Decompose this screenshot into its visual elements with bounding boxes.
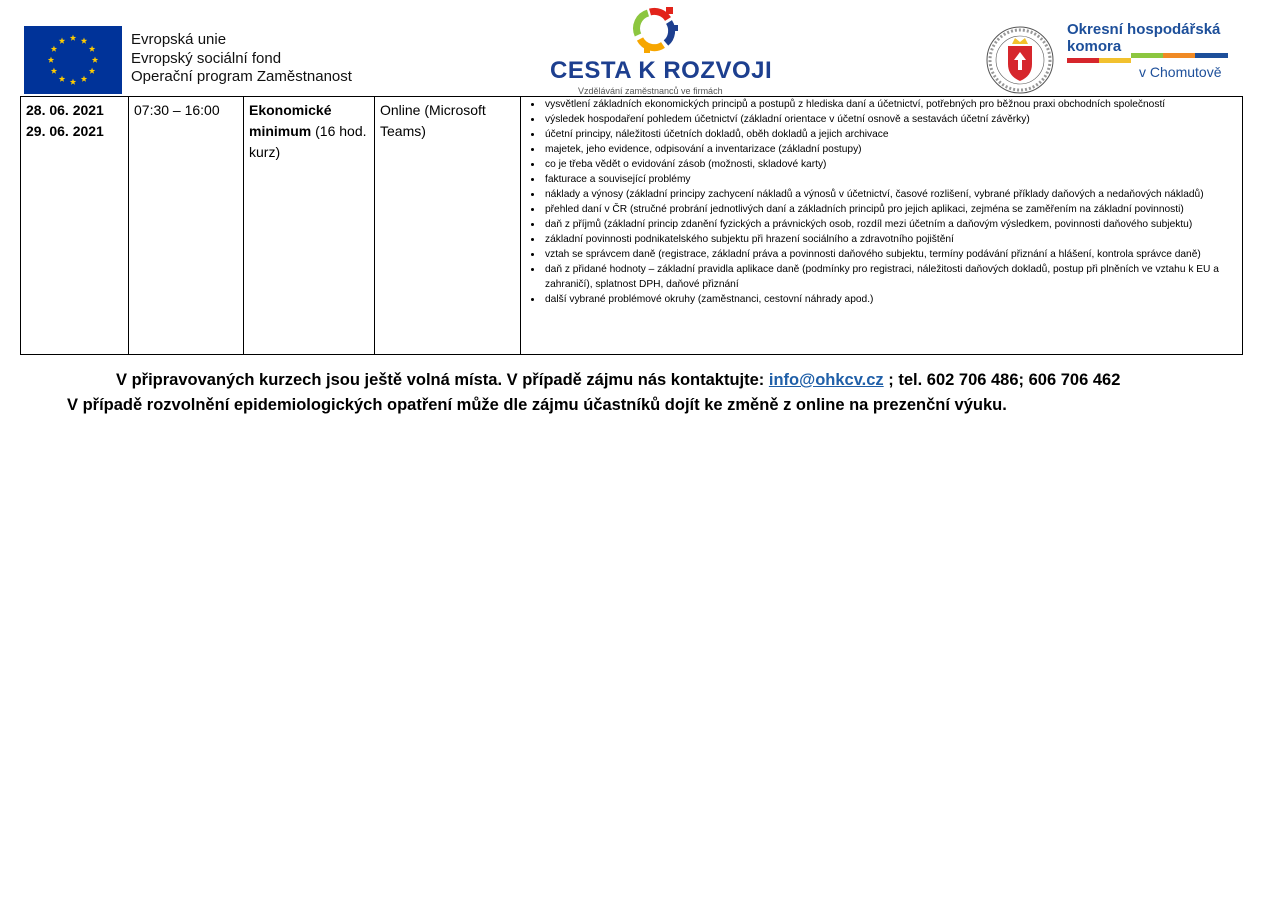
contact-note-prefix: V připravovaných kurzech jsou ještě volná místa. V případě zájmu nás kontaktujte: (116, 371, 769, 389)
eu-star-icon (81, 38, 87, 44)
eu-star-icon (70, 79, 76, 85)
course-topics-cell (521, 97, 1243, 355)
ohk-color-bar (1067, 53, 1228, 63)
list-item: • přehled daní v ČR (stručné probrání jednotlivých daní a základních principů pro jejich aplikaci, zejména se zaměřením na základní povinnosti) (543, 202, 1238, 217)
list-item: • náklady a výnosy (základní principy zachycení nákladů a výnosů v účetnictví, časové rozlišení, vybrané příklady daňových a nedaňových nákladů) (543, 187, 1238, 202)
course-place-cell (375, 97, 521, 355)
list-item: • vztah se správcem daně (registrace, základní práva a povinnosti daňového subjektu, termíny podávání přiznání a hlášení, kontrola správce daně) (543, 247, 1238, 262)
course-place: Online (Microsoft Teams) (380, 102, 486, 139)
eu-star-icon (70, 35, 76, 41)
list-item: • daň z přidané hodnoty – základní pravidla aplikace daně (podmínky pro registraci, náležitosti daňových dokladů, postup při plněních ve vztahu k EU a zahraničí), splatnost DPH, daňové přiznání (543, 262, 1238, 292)
course-name-cell (244, 97, 375, 355)
eu-star-icon (92, 57, 98, 63)
list-item: • základní povinnosti podnikatelského subjektu při hrazení sociálního a zdravotního pojištění (543, 232, 1238, 247)
contact-note-phones: ; tel. 602 706 486; 606 706 462 (883, 371, 1121, 389)
list-item: • fakturace a související problémy (543, 172, 1238, 187)
contact-note (116, 371, 1120, 390)
eu-line-2: Evropský sociální fond (131, 49, 282, 67)
list-item: • vysvětlení základních ekonomických principů a postupů z hlediska daní a účetnictví, potřebných pro běžnou praxi obchodních společností (543, 97, 1238, 112)
list-item: • daň z příjmů (základní princip zdanění fyzických a právnických osob, rozdíl mezi účetním a daňovým výsledkem, povinnosti daňového subjektu) (543, 217, 1238, 232)
contact-email-link[interactable]: info@ohkcv.cz (768, 371, 884, 389)
eu-star-icon (81, 76, 87, 82)
eu-star-icon (89, 68, 95, 74)
course-time-cell (129, 97, 244, 355)
eu-star-icon (89, 46, 95, 52)
eu-flag-logo (24, 26, 122, 94)
course-table (20, 96, 1243, 355)
eu-star-icon (48, 57, 54, 63)
ohk-city: v Chomutově (1139, 64, 1222, 80)
list-item: • majetek, jeho evidence, odpisování a inventarizace (základní postupy) (543, 142, 1238, 157)
page-header (0, 0, 1272, 96)
ohk-name-line-1: Okresní hospodářská (1067, 21, 1221, 38)
hospodarska-komora-seal-icon (984, 24, 1056, 96)
list-item: • další vybrané problémové okruhy (zaměstnanci, cestovní náhrady apod.) (543, 292, 1238, 307)
eu-star-icon (51, 68, 57, 74)
epidemic-note: V případě rozvolnění epidemiologických opatření může dle zájmu účastníků dojít ke změně z online na prezenční výuku. (67, 396, 1007, 414)
eu-star-icon (59, 38, 65, 44)
cesta-subtitle: Vzdělávání zaměstnanců ve firmách (578, 86, 723, 96)
course-topics-list (525, 97, 1238, 307)
course-date-2: 29. 06. 2021 (26, 123, 104, 139)
list-item: • výsledek hospodaření pohledem účetnictví (základní orientace v účetní osnově a sestavách účetní závěrky) (543, 112, 1238, 127)
list-item: • účetní principy, náležitosti účetních dokladů, oběh dokladů a jejich archivace (543, 127, 1238, 142)
cesta-title: CESTA K ROZVOJI (550, 57, 773, 84)
course-date-1: 28. 06. 2021 (26, 102, 104, 118)
eu-star-icon (51, 46, 57, 52)
list-item: • co je třeba vědět o evidování zásob (možnosti, skladové karty) (543, 157, 1238, 172)
eu-stars-icon (24, 26, 122, 94)
ohk-name-line-2: komora (1067, 38, 1122, 55)
course-time: 07:30 – 16:00 (134, 102, 220, 118)
eu-line-3: Operační program Zaměstnanost (131, 68, 352, 85)
eu-programme-text (131, 31, 352, 87)
table-row (21, 97, 1243, 355)
eu-line-1: Evropská unie (131, 31, 227, 48)
course-dates-cell (21, 97, 129, 355)
eu-star-icon (59, 76, 65, 82)
course-name: Ekonomické minimum (249, 102, 332, 139)
course-name-duration: (16 hod. kurz) (249, 123, 367, 160)
cesta-gear-logo-icon (628, 5, 680, 55)
ohk-name (1067, 21, 1220, 55)
